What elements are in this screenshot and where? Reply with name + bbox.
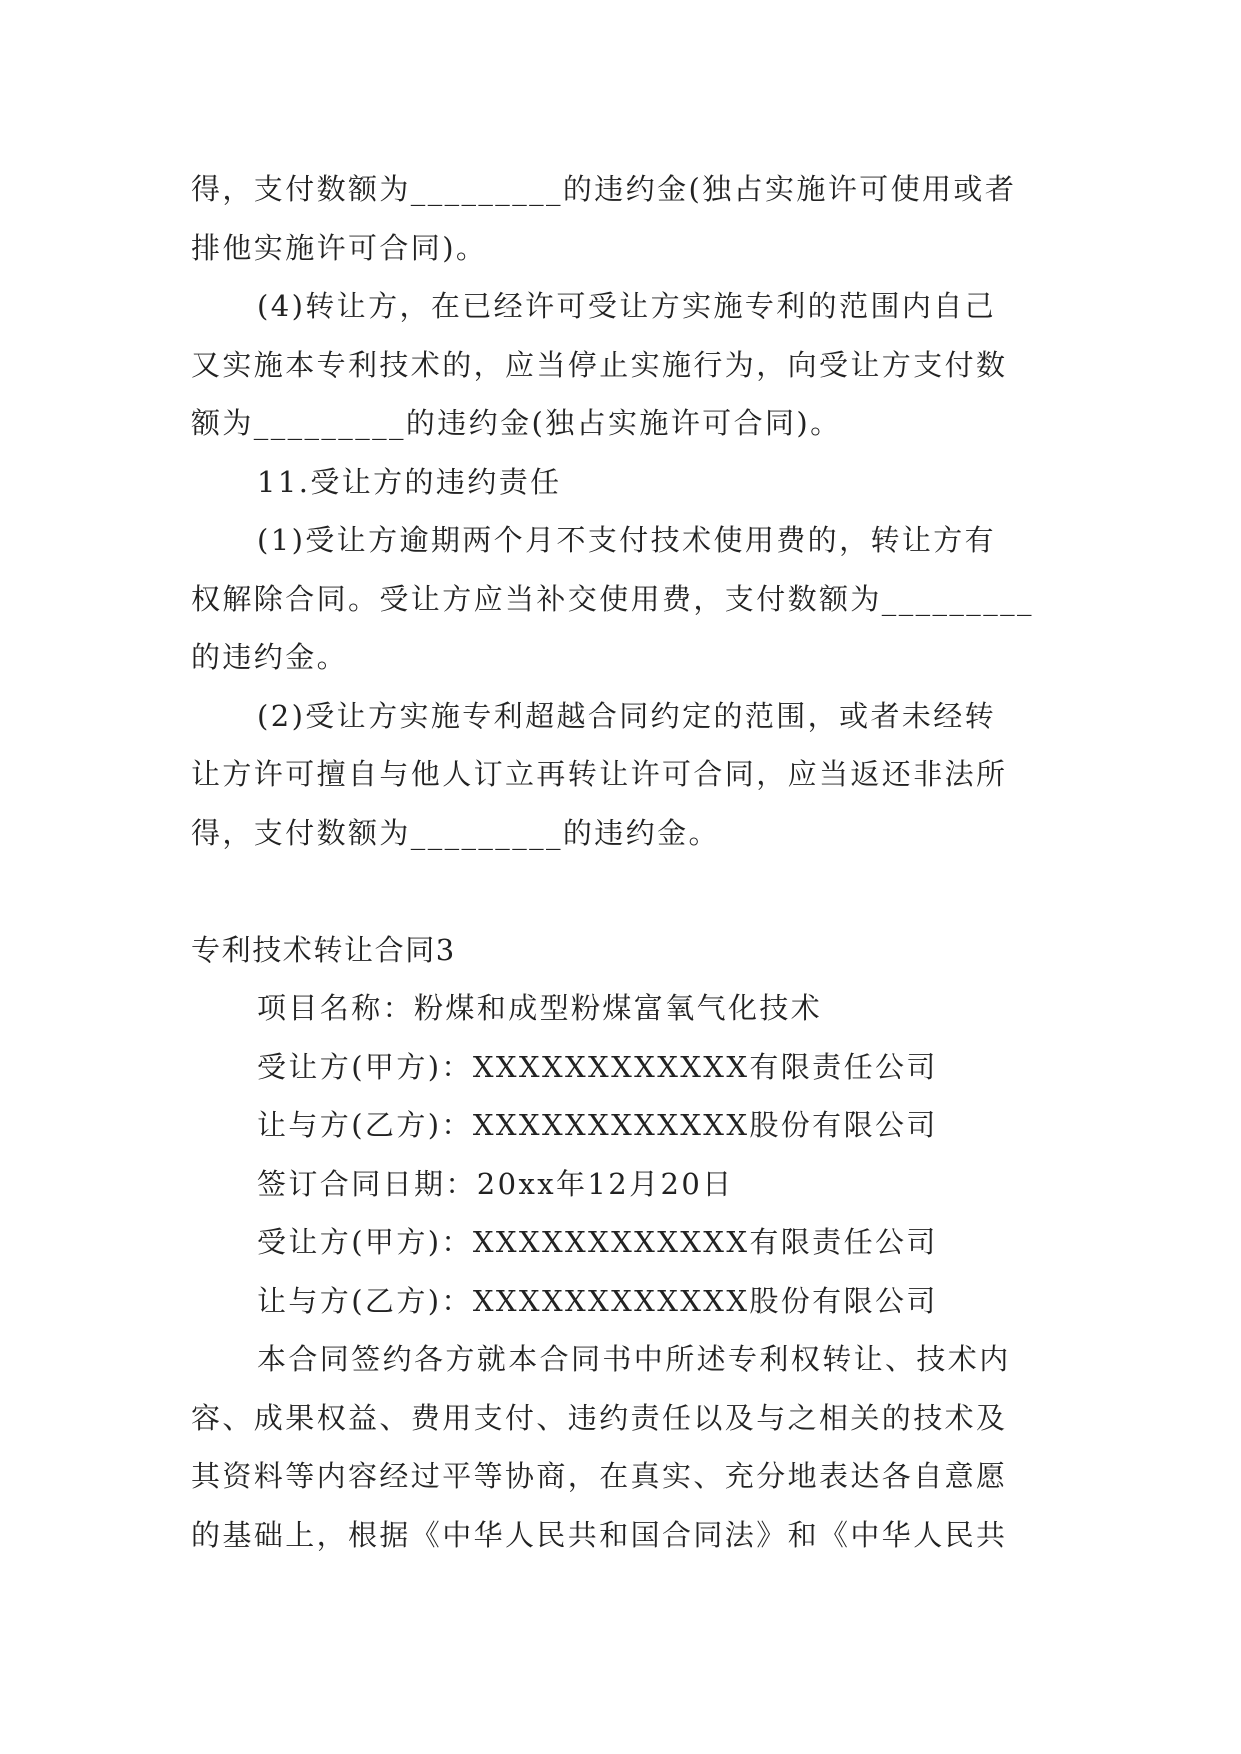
section-title: 专利技术转让合同3	[191, 932, 456, 967]
field-project-name: 项目名称：粉煤和成型粉煤富氧气化技术	[257, 991, 823, 1025]
paragraph-line: (4)转让方，在已经许可受让方实施专利的范围内自己	[257, 289, 997, 323]
paragraph-line: 得，支付数额为_________的违约金(独占实施许可使用或者	[191, 172, 1017, 206]
paragraph-line: 排他实施许可合同)。	[191, 230, 488, 265]
field-transferee: 受让方(甲方)：XXXXXXXXXXXX有限责任公司	[257, 1049, 938, 1084]
section-spacer	[191, 862, 1071, 921]
field-signing-date: 签订合同日期：20xx年12月20日	[257, 1166, 734, 1201]
paragraph-line: 让方许可擅自与他人订立再转让许可合同，应当返还非法所	[191, 757, 1008, 791]
paragraph-line: 的基础上，根据《中华人民共和国合同法》和《中华人民共	[191, 1517, 1008, 1552]
paragraph-line: 得，支付数额为_________的违约金。	[191, 815, 720, 850]
paragraph-line: 其资料等内容经过平等协商，在真实、充分地表达各自意愿	[191, 1459, 1008, 1493]
document-body	[191, 160, 1071, 1564]
paragraph-line: 本合同签约各方就本合同书中所述专利权转让、技术内	[257, 1342, 1011, 1376]
paragraph-line: 的违约金。	[191, 640, 349, 674]
paragraph-line: (1)受让方逾期两个月不支付技术使用费的，转让方有	[257, 523, 997, 557]
field-transferor: 让与方(乙方)：XXXXXXXXXXXX股份有限公司	[257, 1283, 938, 1318]
field-transferee: 受让方(甲方)：XXXXXXXXXXXX有限责任公司	[257, 1225, 938, 1259]
paragraph-line: 权解除合同。受让方应当补交使用费，支付数额为_________	[191, 581, 1034, 616]
paragraph-line: 额为_________的违约金(独占实施许可合同)。	[191, 406, 842, 440]
paragraph-line: (2)受让方实施专利超越合同约定的范围，或者未经转	[257, 698, 997, 733]
field-transferor: 让与方(乙方)：XXXXXXXXXXXX股份有限公司	[257, 1108, 938, 1142]
clause-heading: 11.受让方的违约责任	[257, 464, 562, 499]
paragraph-line: 又实施本专利技术的，应当停止实施行为，向受让方支付数	[191, 347, 1008, 382]
paragraph-line: 容、成果权益、费用支付、违约责任以及与之相关的技术及	[191, 1400, 1008, 1435]
